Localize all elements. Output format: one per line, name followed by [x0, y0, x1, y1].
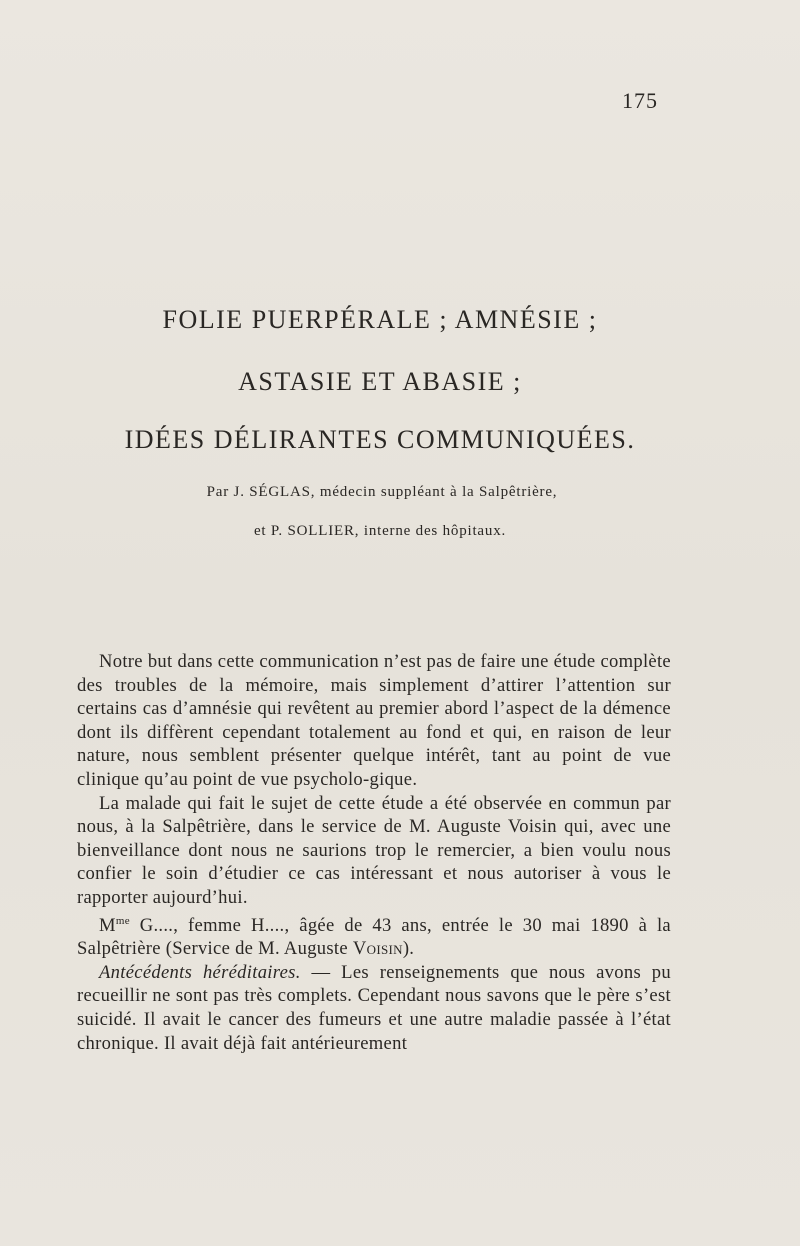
paragraph-3-text: G...., femme H...., âgée de 43 ans, entrée le 30 mai 1890 à la Salpêtrière (Service de M. Auguste	[77, 914, 671, 960]
page-number: 175	[622, 88, 658, 113]
paragraph-3	[77, 910, 671, 961]
surname-smallcaps: Voisin	[352, 938, 403, 960]
title-line-1: FOLIE PUERPÉRALE ; AMNÉSIE ;	[162, 305, 598, 334]
author-line-2: et P. SOLLIER, interne des hôpitaux.	[253, 523, 507, 539]
paragraph-1: Notre but dans cette communication n’est pas de faire une étude complète des troubles de la mémoire, mais simplement d’attirer l’attention sur certains cas d’amnésie qui revêtent au premier abord l’aspect de la démence dont ils diffèrent cependant totalement au fond et qui, en raison de leur nature, nous semblent présenter quelque intérêt, tant au point de vue clinique qu’au point de vue psycholo-gique.	[77, 651, 671, 790]
honorific: M	[99, 914, 116, 936]
author-line-1: Par J. SÉGLAS, médecin suppléant à la Salpêtrière,	[206, 484, 558, 500]
section-heading-inline: Antécédents héréditaires.	[99, 961, 301, 983]
honorific-superscript: me	[115, 914, 130, 927]
title-line-3: IDÉES DÉLIRANTES COMMUNIQUÉES.	[124, 425, 636, 454]
paragraph-3-end: ).	[402, 938, 415, 960]
body-text	[77, 650, 671, 1055]
title-line-2: ASTASIE ET ABASIE ;	[238, 367, 522, 396]
paragraph-4	[77, 961, 671, 1055]
paragraph-4-text: — Les renseignements que nous avons pu recueillir ne sont pas très complets. Cependant nous savons que le père s’est suicidé. Il avait le cancer des fumeurs et une autre maladie passée à l’état chronique. Il avait déjà fait antérieurement	[77, 961, 671, 1054]
paragraph-2: La malade qui fait le sujet de cette étude a été observée en commun par nous, à la Salpêtrière, dans le service de M. Auguste Voisin qui, avec une bienveillance dont nous ne saurions trop le remercier, a bien voulu nous confier le soin d’étudier ce cas intéressant et nous autoriser à vous le rapporter aujourd’hui.	[77, 792, 671, 908]
